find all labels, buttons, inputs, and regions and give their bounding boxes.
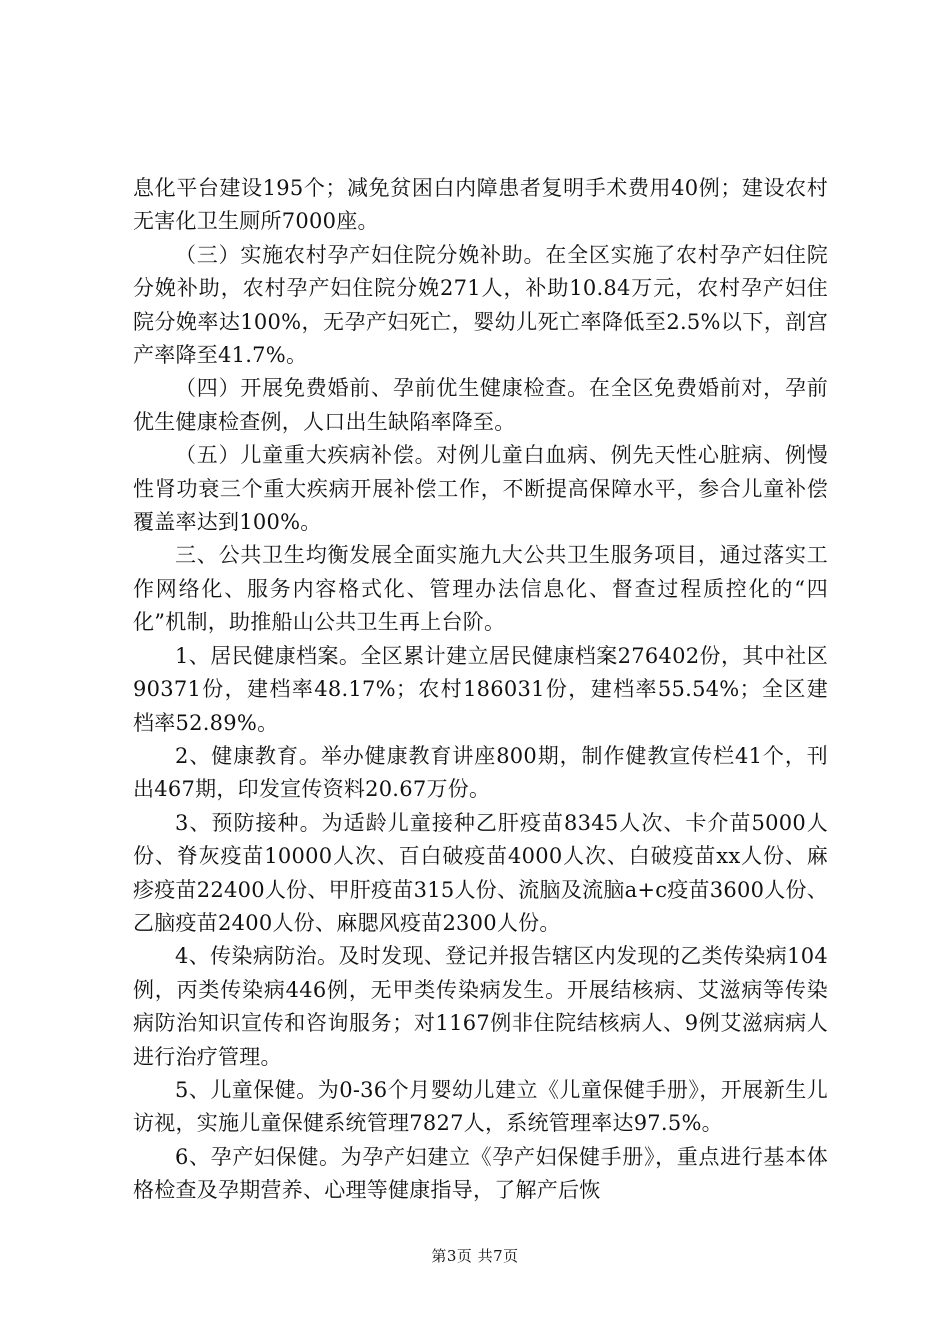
paragraph-item-6: 6、孕产妇保健。为孕产妇建立《孕产妇保健手册》，重点进行基本体格检查及孕期营养、心理等健康指导，了解产后恢 bbox=[133, 1144, 828, 1203]
paragraph-public-health: 三、公共卫生均衡发展全面实施九大公共卫生服务项目，通过落实工作网络化、服务内容格式化、管理办法信息化、督查过程质控化的“四化”机制，助推船山公共卫生再上台阶。 bbox=[133, 543, 828, 635]
document-body bbox=[133, 172, 828, 1208]
paragraph-item-5: 5、儿童保健。为0-36个月婴幼儿建立《儿童保健手册》，开展新生儿访视，实施儿童保健系统管理7827人，系统管理率达97.5%。 bbox=[133, 1077, 828, 1136]
paragraph-section-4: （四）开展免费婚前、孕前优生健康检查。在全区免费婚前对，孕前优生健康检查例，人口出生缺陷率降至。 bbox=[133, 376, 828, 434]
page-number-footer: 第3页 共7页 bbox=[431, 1247, 519, 1265]
paragraph-item-2: 2、健康教育。举办健康教育讲座800期，制作健教宣传栏41个，刊出467期，印发宣传资料20.67万份。 bbox=[133, 743, 828, 802]
paragraph-continuation: 息化平台建设195个；减免贫困白内障患者复明手术费用40例；建设农村无害化卫生厕所7000座。 bbox=[133, 176, 828, 234]
paragraph-item-3: 3、预防接种。为适龄儿童接种乙肝疫苗8345人次、卡介苗5000人份、脊灰疫苗10000人次、百白破疫苗4000人次、白破疫苗xx人份、麻疹疫苗22400人份、甲肝疫苗315人份、流脑及流脑a+c疫苗3600人份、乙脑疫苗2400人份、麻腮风疫苗2300人份。 bbox=[133, 810, 828, 935]
paragraph-item-4: 4、传染病防治。及时发现、登记并报告辖区内发现的乙类传染病104例，丙类传染病446例，无甲类传染病发生。开展结核病、艾滋病等传染病防治知识宣传和咨询服务；对1167例非住院结核病人、9例艾滋病病人进行治疗管理。 bbox=[133, 944, 828, 1069]
paragraph-section-3: （三）实施农村孕产妇住院分娩补助。在全区实施了农村孕产妇住院分娩补助，农村孕产妇住院分娩271人，补助10.84万元，农村孕产妇住院分娩率达100%，无孕产妇死亡，婴幼儿死亡率降低至2.5%以下，剖宫产率降至41.7%。 bbox=[133, 242, 828, 368]
paragraph-section-5: （五）儿童重大疾病补偿。对例儿童白血病、例先天性心脏病、例慢性肾功衰三个重大疾病开展补偿工作，不断提高保障水平，参合儿童补偿覆盖率达到100%。 bbox=[133, 443, 828, 535]
paragraph-item-1: 1、居民健康档案。全区累计建立居民健康档案276402份，其中社区90371份，建档率48.17%；农村186031份，建档率55.54%；全区建档率52.89%。 bbox=[133, 643, 828, 735]
